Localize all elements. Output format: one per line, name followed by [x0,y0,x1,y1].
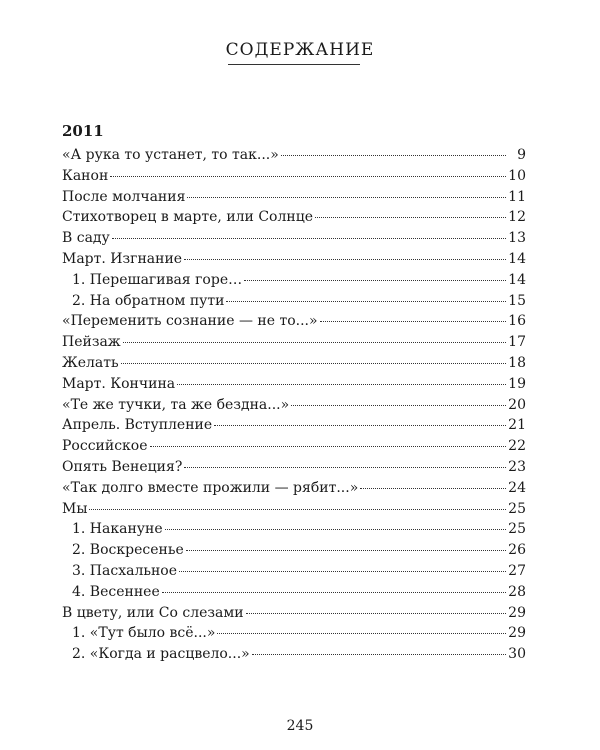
toc-entry-page: 25 [508,521,526,538]
toc-entry [62,499,526,520]
toc-entry [62,145,526,166]
dot-leader [162,592,506,593]
toc-entry-page: 14 [508,271,526,288]
toc-subentry [62,270,526,291]
toc-entry [62,395,526,416]
dot-leader [226,301,506,302]
toc-subentry [62,291,526,312]
toc-entry [62,353,526,374]
toc-entry-title: «Те же тучки, та же бездна...» [62,396,290,413]
toc-entry-page: 10 [508,167,526,184]
toc-entry [62,457,526,478]
toc-subentry [62,540,526,561]
toc-entry-page: 18 [508,354,526,371]
dot-leader [177,384,506,385]
dot-leader [252,654,506,655]
dot-leader [165,529,506,530]
toc-entry-title: 2. На обратном пути [72,292,225,309]
toc-entry-title: Канон [62,167,109,184]
toc-entry [62,228,526,249]
toc-entry-title: В саду [62,230,110,247]
dot-leader [184,259,506,260]
toc-entry-title: «Так долго вместе прожили — рябит...» [62,479,359,496]
toc-entry [62,249,526,270]
toc-entry-title: «Переменить сознание — не то...» [62,313,318,330]
toc-entry [62,311,526,332]
toc-entry-title: Март. Кончина [62,375,176,392]
toc-subentry [62,644,526,665]
toc-entry-title: «А рука то устанет, то так...» [62,147,279,163]
dot-leader [187,197,506,198]
dot-leader [112,238,506,239]
toc-entry-page: 20 [508,396,526,413]
toc-entry-page: 26 [508,542,526,559]
toc-entry-title: В цвету, или Со слезами [62,604,244,621]
dot-leader [121,363,506,364]
dot-leader [179,571,506,572]
toc-entry-page: 13 [508,230,526,247]
toc-entry-title: 1. «Тут было всё...» [72,625,216,642]
toc-entry-title: Стихотворец в марте, или Солнце [62,209,313,226]
toc-entry-page: 21 [508,417,526,434]
toc-subentry [62,582,526,603]
toc-entry [62,603,526,624]
toc-entry [62,374,526,395]
toc-entry-page: 28 [508,583,526,600]
dot-leader [291,405,506,406]
toc-entry-title: Желать [62,354,119,371]
section-heading-year: 2011 [62,122,104,140]
toc-entry-title: Мы [62,500,88,517]
toc-entry-page: 27 [508,562,526,579]
dot-leader [217,633,506,634]
toc-entry [62,478,526,499]
dot-leader [320,321,506,322]
toc-entry-page: 9 [517,147,526,163]
toc-entry-title: 3. Пасхальное [72,562,178,579]
toc-entry-page: 24 [508,479,526,496]
toc-entry [62,166,526,187]
toc-entry-title: Опять Венеция? [62,458,183,475]
dot-leader [360,488,506,489]
toc-entry-title: 4. Весеннее [72,583,160,600]
toc-entry-page: 15 [508,292,526,309]
dot-leader [110,176,506,177]
page-title: СОДЕРЖАНИЕ [225,40,375,60]
toc-entry-page: 22 [508,438,526,455]
toc-subentry [62,519,526,540]
toc-entry-page: 17 [508,334,526,351]
toc-entry-title: 2. «Когда и расцвело...» [72,646,250,663]
toc-entry-title: Российское [62,438,148,455]
toc-entry-page: 19 [508,375,526,392]
toc-entry [62,415,526,436]
dot-leader [184,467,506,468]
toc-entry [62,436,526,457]
title-underline [228,64,360,65]
table-of-contents [62,145,526,665]
toc-entry-page: 16 [508,313,526,330]
toc-entry-page: 29 [508,604,526,621]
toc-entry-title: 2. Воскресенье [72,542,184,559]
dot-leader [244,280,506,281]
toc-subentry [62,561,526,582]
toc-entry [62,207,526,228]
toc-entry-page: 11 [508,188,526,205]
dot-leader [214,425,506,426]
dot-leader [89,509,506,510]
toc-entry-page: 23 [508,458,526,475]
dot-leader [246,613,506,614]
toc-entry-page: 30 [508,646,526,663]
toc-entry-page: 25 [508,500,526,517]
toc-entry [62,332,526,353]
toc-entry-page: 12 [508,209,526,226]
dot-leader [150,446,507,447]
toc-entry-title: Пейзаж [62,334,121,351]
toc-entry-title: После молчания [62,188,186,205]
dot-leader [186,550,506,551]
dot-leader [315,217,506,218]
toc-entry-title: 1. Перешагивая горе… [72,271,243,288]
toc-entry-title: Апрель. Вступление [62,417,213,434]
toc-entry-page: 29 [508,625,526,642]
dot-leader [123,342,506,343]
dot-leader [281,155,506,156]
toc-entry-title: Март. Изгнание [62,250,183,267]
toc-entry [62,187,526,208]
toc-entry-page: 14 [508,250,526,267]
page-number: 245 [286,718,314,734]
toc-subentry [62,623,526,644]
toc-entry-title: 1. Накануне [72,521,163,538]
